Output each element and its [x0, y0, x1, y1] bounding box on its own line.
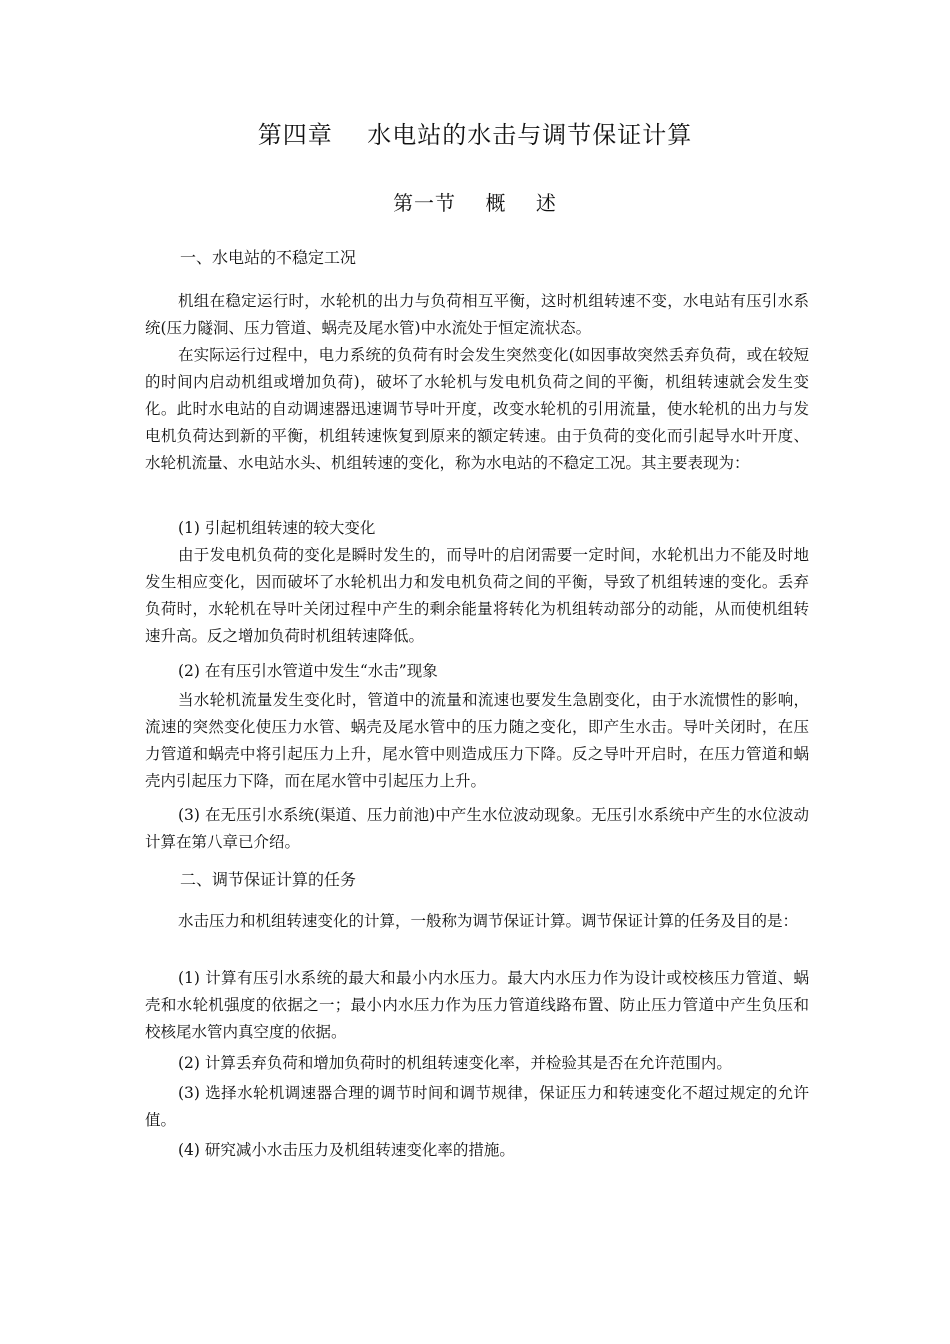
heading-unsteady-conditions: 一、水电站的不稳定工况 [180, 248, 357, 267]
chapter-title: 第四章 水电站的水击与调节保证计算 [257, 121, 693, 149]
item-2-text: 当水轮机流量发生变化时，管道中的流量和流速也要发生急剧变化，由于水流惯性的影响，流速的突然变化使压力水管、蜗壳及尾水管中的压力随之变化，即产生水击。导叶关闭时，在压力管道和蜗壳中将引起压力上升，尾水管中则造成压力下降。反之导叶开启时，在压力管道和蜗壳内引起压力下降，而在尾水管中引起压力上升。 [145, 691, 809, 790]
task-3: (3) 选择水轮机调速器合理的调节时间和调节规律，保证压力和转速变化不超过规定的允许值。 [145, 1084, 809, 1129]
paragraph-load-change: 在实际运行过程中，电力系统的负荷有时会发生突然变化(如因事故突然丢弃负荷，或在较短的时间内启动机组或增加负荷)，破坏了水轮机与发电机负荷之间的平衡，机组转速就会发生变化。此时水电站的自动调速器迅速调节导叶开度，改变水轮机的引用流量，使水轮机的出力与发电机负荷达到新的平衡，机组转速恢复到原来的额定转速。由于负荷的变化而引起导水叶开度、水轮机流量、水电站水头、机组转速的变化，称为水电站的不稳定工况。其主要表现为： [145, 346, 809, 472]
item-1-title: (1) 引起机组转速的较大变化 [178, 519, 376, 537]
item-2-title: (2) 在有压引水管道中发生“水击”现象 [178, 662, 438, 680]
task-4: (4) 研究减小水击压力及机组转速变化率的措施。 [178, 1141, 515, 1159]
paragraph-steady-operation: 机组在稳定运行时，水轮机的出力与负荷相互平衡，这时机组转速不变，水电站有压引水系统(压力隧洞、压力管道、蜗壳及尾水管)中水流处于恒定流状态。 [145, 292, 809, 337]
item-3-text: (3) 在无压引水系统(渠道、压力前池)中产生水位波动现象。无压引水系统中产生的水位波动计算在第八章已介绍。 [145, 806, 809, 851]
heading-regulation-guarantee-tasks: 二、调节保证计算的任务 [180, 870, 357, 889]
task-1: (1) 计算有压引水系统的最大和最小内水压力。最大内水压力作为设计或校核压力管道、蜗壳和水轮机强度的依据之一；最小内水压力作为压力管道线路布置、防止压力管道中产生负压和校核尾水管内真空度的依据。 [145, 969, 809, 1041]
paragraph-tasks-intro: 水击压力和机组转速变化的计算，一般称为调节保证计算。调节保证计算的任务及目的是： [178, 912, 799, 930]
item-1-text: 由于发电机负荷的变化是瞬时发生的，而导叶的启闭需要一定时间，水轮机出力不能及时地发生相应变化，因而破坏了水轮机出力和发电机负荷之间的平衡，导致了机组转速的变化。丢弃负荷时，水轮机在导叶关闭过程中产生的剩余能量将转化为机组转动部分的动能，从而使机组转速升高。反之增加负荷时机组转速降低。 [145, 546, 809, 645]
task-2: (2) 计算丢弃负荷和增加负荷时的机组转速变化率，并检验其是否在允许范围内。 [178, 1054, 732, 1072]
section-title: 第一节 概 述 [393, 191, 557, 215]
